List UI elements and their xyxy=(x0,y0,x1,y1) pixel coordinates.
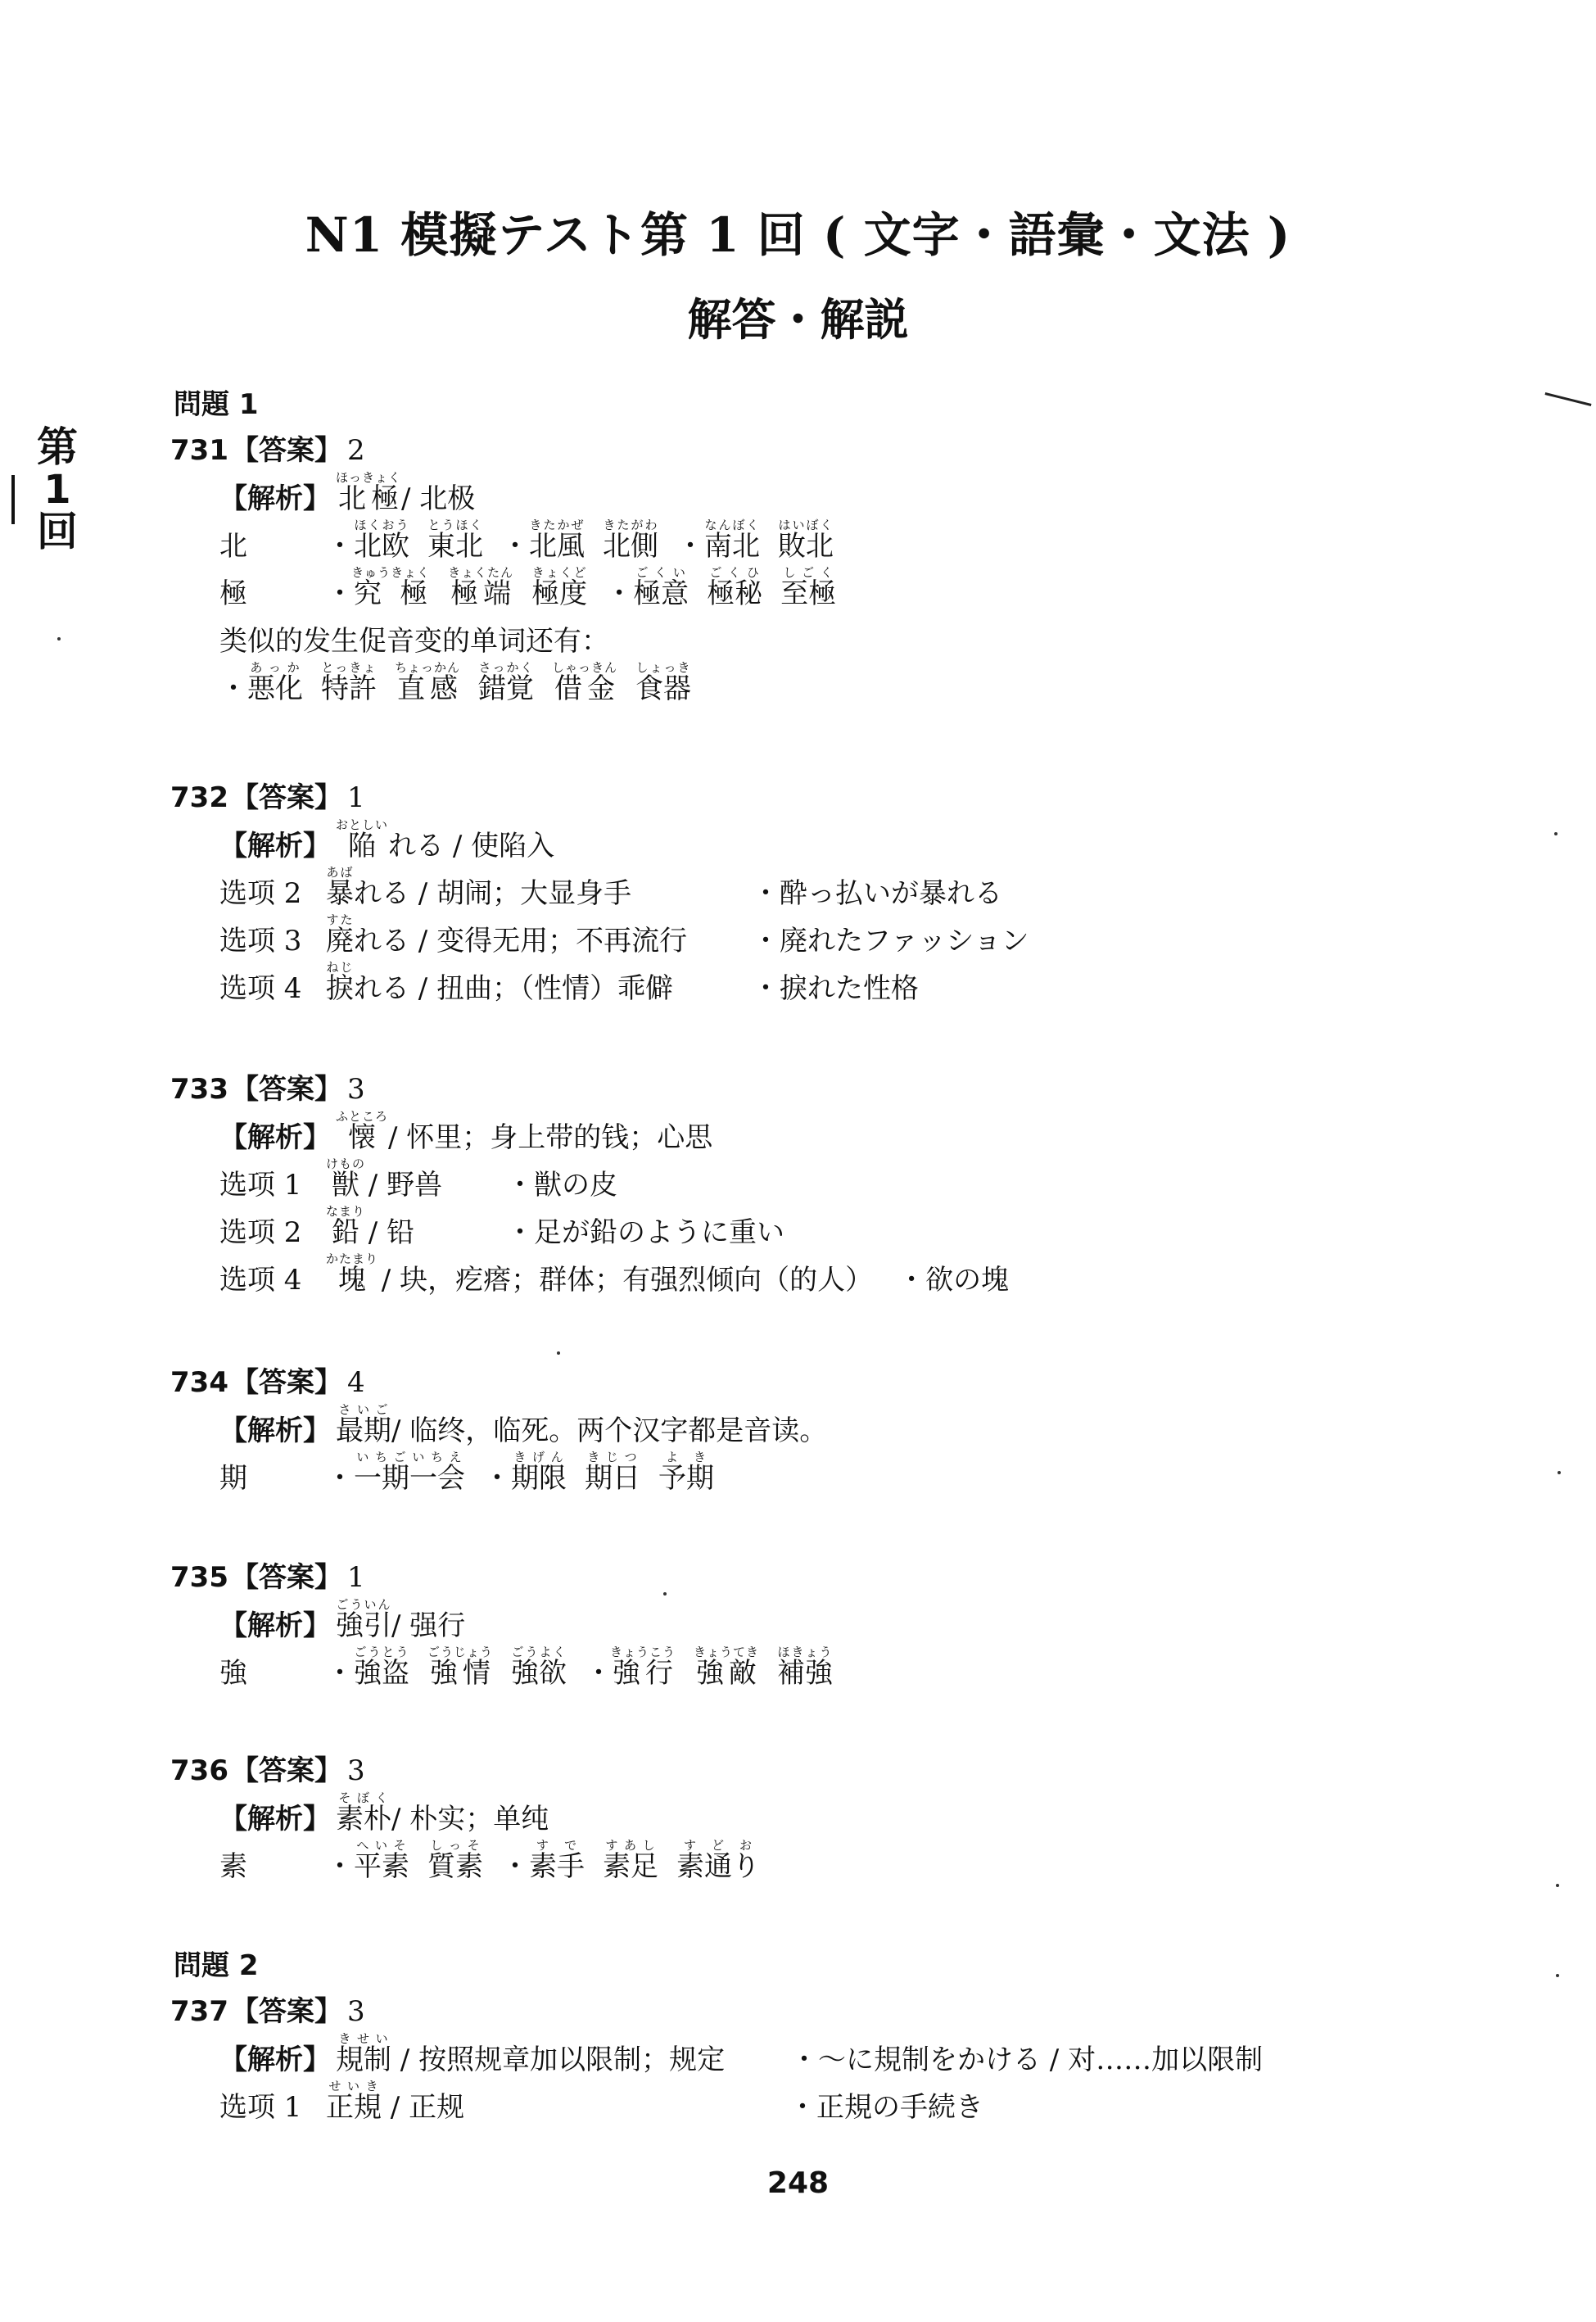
vocab-word: 補強ほきょう xyxy=(777,1645,834,1690)
analysis-label: 【解析】 xyxy=(219,2044,331,2076)
question-header xyxy=(170,1555,851,1596)
option-word: 獣けもの xyxy=(326,1156,366,1202)
vocab-word: 敗北はいぼく xyxy=(778,518,834,563)
analysis-line xyxy=(219,1596,851,1643)
vocab-word: 東北とうほく xyxy=(427,518,483,563)
row-head-kanji: 強 xyxy=(219,1657,247,1690)
vocab-word: 至極しごく xyxy=(780,565,837,610)
vocab-word: 期日きじつ xyxy=(585,1450,640,1495)
vocab-word: 北側きたがわ xyxy=(603,518,658,563)
question-737 xyxy=(170,1989,1263,2125)
section-heading-1: 問題 1 xyxy=(174,388,259,421)
page-title: N1 模擬テスト第 1 回 ( 文字・語彙・文法 ) xyxy=(305,207,1291,263)
question-header xyxy=(170,1989,1263,2030)
option-example: ・酔っ払いが暴れる xyxy=(752,877,1002,910)
vocab-word: 強盗ごうとう xyxy=(354,1645,409,1690)
question-number: 736 xyxy=(170,1754,228,1787)
side-tab-char-1: 第 xyxy=(37,423,78,471)
analysis-line xyxy=(219,2030,1263,2077)
question-header xyxy=(170,428,854,468)
answer-label: 【答案】 xyxy=(231,1366,342,1399)
side-tab-char-2: 1 xyxy=(43,466,71,513)
option-line: 选项 2 鉛なまり / 铅 ・足が鉛のように重い xyxy=(219,1204,784,1249)
analysis-word: 最期さいご xyxy=(336,1402,391,1447)
vocab-word: 北欧ほくおう xyxy=(354,518,409,563)
question-number: 737 xyxy=(170,1995,228,2028)
analysis-line xyxy=(219,1789,778,1836)
analysis-word: 陥おとしい xyxy=(336,817,389,862)
analysis-text: れる / 使陷入 xyxy=(388,830,555,862)
scan-speck xyxy=(1556,1974,1559,1977)
vocab-word: 質素しっそ xyxy=(427,1838,483,1883)
vocab-word: 予期よき xyxy=(658,1450,714,1495)
option-line: 选项 2 暴あばれる / 胡闹；大显身手 ・酔っ払いが暴れる xyxy=(219,865,1002,910)
vocab-word: 素足すあし xyxy=(603,1838,658,1883)
scan-speck xyxy=(663,1592,667,1596)
vocab-word: 極度きょくど xyxy=(531,565,588,610)
question-number: 732 xyxy=(170,781,228,814)
vocab-word: 強敵きょうてき xyxy=(694,1645,760,1690)
kanji-row: 素 ・平素へいそ 質素しっそ ・素手すで 素足すあし 素通りすどお xyxy=(219,1838,760,1883)
option-example: ・足が鉛のように重い xyxy=(506,1216,784,1249)
answer-value: 3 xyxy=(347,1073,365,1106)
option-line: 选项 4 捩ねじれる / 扭曲；（性情）乖僻 ・捩れた性格 xyxy=(219,960,919,1005)
answer-label: 【答案】 xyxy=(231,781,342,814)
option-label: 选项 1 xyxy=(219,2091,302,2124)
option-example: ・正規の手続き xyxy=(789,2091,983,2124)
row-head-kanji: 素 xyxy=(219,1850,247,1883)
vocab-word: 究 極きゅうきょく xyxy=(351,565,431,610)
question-number: 734 xyxy=(170,1366,228,1399)
option-label: 选项 4 xyxy=(219,972,302,1005)
question-731 xyxy=(170,428,854,706)
scan-speck xyxy=(1558,1471,1561,1474)
vocab-word: 直感ちょっかん xyxy=(395,660,461,705)
analysis-word: 北極ほっきょく xyxy=(336,470,402,515)
vocab-word: 強情ごうじょう xyxy=(427,1645,494,1690)
question-number: 735 xyxy=(170,1561,228,1594)
answer-label: 【答案】 xyxy=(231,1561,342,1594)
option-word: 廃すた xyxy=(326,912,354,957)
option-label: 选项 3 xyxy=(219,925,302,957)
option-example: ・獣の皮 xyxy=(506,1169,617,1202)
analysis-label: 【解析】 xyxy=(219,1414,331,1447)
option-line: 选项 1 正規せいき / 正规 ・正規の手続き xyxy=(219,2079,983,2124)
vocab-word: 北風きたかぜ xyxy=(529,518,585,563)
answer-value: 1 xyxy=(347,1561,365,1594)
question-733 xyxy=(170,1066,1009,1297)
option-line: 选项 4 塊かたまり / 块，疙瘩；群体；有强烈倾向（的人） ・欲の塊 xyxy=(219,1252,1010,1297)
vocab-word: 錯覚さっかく xyxy=(478,660,535,705)
question-header xyxy=(170,1360,827,1401)
vocab-word: 極意ごくい xyxy=(633,565,689,610)
answer-value: 3 xyxy=(347,1754,365,1787)
vocab-word: 素通りすどお xyxy=(676,1838,760,1883)
kanji-row: ・悪化あっか 特許とっきょ 直感ちょっかん 錯覚さっかく 借金しゃっきん 食器しょっき xyxy=(219,660,692,705)
answer-label: 【答案】 xyxy=(231,1754,342,1787)
row-head-kanji: 北 xyxy=(219,530,247,563)
page-subtitle: 解答・解説 xyxy=(687,293,909,346)
side-margin-bar xyxy=(11,475,15,524)
question-header xyxy=(170,1748,778,1789)
kanji-row: 期 ・一期一会いちごいちえ ・期限きげん 期日きじつ 予期よき xyxy=(219,1450,714,1495)
vocab-word: 素手すで xyxy=(529,1838,585,1883)
row-head-kanji: 極 xyxy=(219,577,247,610)
option-label: 选项 1 xyxy=(219,1169,302,1202)
vocab-word: 平素へいそ xyxy=(354,1838,409,1883)
kanji-row: 北 ・北欧ほくおう 東北とうほく ・北風きたかぜ 北側きたがわ ・南北なんぼく 敗北はいぼく xyxy=(219,518,834,563)
option-word: 捩ねじ xyxy=(326,960,354,1005)
section-heading-2: 問題 2 xyxy=(174,1949,259,1982)
analysis-label: 【解析】 xyxy=(219,1609,331,1642)
vocab-word: 強行きょうこう xyxy=(610,1645,676,1690)
analysis-line xyxy=(219,816,1029,863)
kanji-row: 極 ・究 極きゅうきょく 極端きょくたん 極度きょくど ・極意ごくい 極秘ごくひ 至極しごく xyxy=(219,565,837,610)
question-732 xyxy=(170,775,1029,1006)
answer-value: 3 xyxy=(347,1995,365,2028)
row-head-kanji: 期 xyxy=(219,1462,247,1495)
vocab-word: 借金しゃっきん xyxy=(552,660,618,705)
question-number: 733 xyxy=(170,1073,228,1106)
analysis-text: / 临终，临死。两个汉字都是音读。 xyxy=(391,1414,828,1447)
scan-mark xyxy=(1544,392,1591,406)
vocab-word: 食器しょっき xyxy=(635,660,692,705)
analysis-label: 【解析】 xyxy=(219,1121,331,1154)
analysis-text: / 按照规章加以限制；规定 xyxy=(391,2044,726,2076)
side-tab-char-3: 回 xyxy=(37,507,78,555)
analysis-text: / 怀里；身上带的钱；心思 xyxy=(388,1121,713,1154)
option-word: 鉛なまり xyxy=(326,1204,366,1249)
note-line xyxy=(219,611,854,659)
option-example: ・欲の塊 xyxy=(897,1264,1010,1297)
question-header xyxy=(170,1066,1009,1107)
scan-speck xyxy=(1554,832,1558,835)
analysis-label: 【解析】 xyxy=(219,1803,331,1835)
vocab-word: 悪化あっか xyxy=(247,660,303,705)
option-label: 选项 2 xyxy=(219,1216,302,1249)
analysis-label: 【解析】 xyxy=(219,830,331,862)
vocab-word: 特許とっきょ xyxy=(321,660,377,705)
analysis-word: 素朴そぼく xyxy=(336,1790,391,1835)
question-734 xyxy=(170,1360,827,1496)
question-735 xyxy=(170,1555,851,1691)
question-number: 731 xyxy=(170,434,228,467)
analysis-word: 規制きせい xyxy=(336,2031,391,2076)
option-example: ・捩れた性格 xyxy=(752,972,919,1005)
option-word: 暴あば xyxy=(326,865,354,910)
vocab-word: 極端きょくたん xyxy=(448,565,514,610)
vocab-word: 強欲ごうよく xyxy=(511,1645,567,1690)
analysis-line xyxy=(219,468,854,516)
scan-speck xyxy=(1556,1884,1559,1887)
analysis-label: 【解析】 xyxy=(219,482,331,515)
analysis-example: ・～に規制をかける / 对……加以限制 xyxy=(790,2044,1264,2076)
option-line: 选项 3 廃すたれる / 变得无用；不再流行 ・廃れたファッション xyxy=(219,912,1029,957)
option-label: 选项 2 xyxy=(219,877,302,910)
analysis-word: 懐ふところ xyxy=(336,1109,389,1154)
vocab-word: 一期一会いちごいちえ xyxy=(354,1450,465,1495)
analysis-word: 強引ごういん xyxy=(336,1597,391,1642)
scan-speck xyxy=(57,637,61,640)
vocab-word: 極秘ごくひ xyxy=(707,565,763,610)
kanji-row: 強 ・強盗ごうとう 強情ごうじょう 強欲ごうよく ・強行きょうこう 強敵きょうてき 補強ほきょう xyxy=(219,1645,834,1690)
vocab-word: 南北なんぼく xyxy=(704,518,760,563)
option-label: 选项 4 xyxy=(219,1264,302,1297)
question-header xyxy=(170,775,1029,816)
answer-value: 4 xyxy=(347,1366,365,1399)
option-example: ・廃れたファッション xyxy=(752,925,1029,957)
answer-label: 【答案】 xyxy=(231,1073,342,1106)
analysis-text: / 朴实；单纯 xyxy=(391,1803,549,1835)
option-word: 正規せいき xyxy=(326,2079,382,2124)
answer-value: 2 xyxy=(347,434,365,467)
analysis-line xyxy=(219,1401,827,1448)
analysis-line xyxy=(219,1107,1009,1155)
scan-speck xyxy=(557,1351,560,1355)
analysis-text: / 北极 xyxy=(401,482,476,515)
answer-label: 【答案】 xyxy=(231,1995,342,2028)
answer-label: 【答案】 xyxy=(231,434,342,467)
analysis-text: / 强行 xyxy=(391,1609,466,1642)
side-chapter-tab xyxy=(33,423,82,555)
vocab-word: 期限きげん xyxy=(511,1450,567,1495)
answer-value: 1 xyxy=(347,781,365,814)
note-text: 类似的发生促音变的单词还有： xyxy=(219,625,609,658)
option-line: 选项 1 獣けもの / 野兽 ・獣の皮 xyxy=(219,1156,617,1202)
question-736 xyxy=(170,1748,778,1884)
option-word: 塊かたまり xyxy=(326,1252,379,1297)
page-number: 248 xyxy=(766,2166,830,2200)
